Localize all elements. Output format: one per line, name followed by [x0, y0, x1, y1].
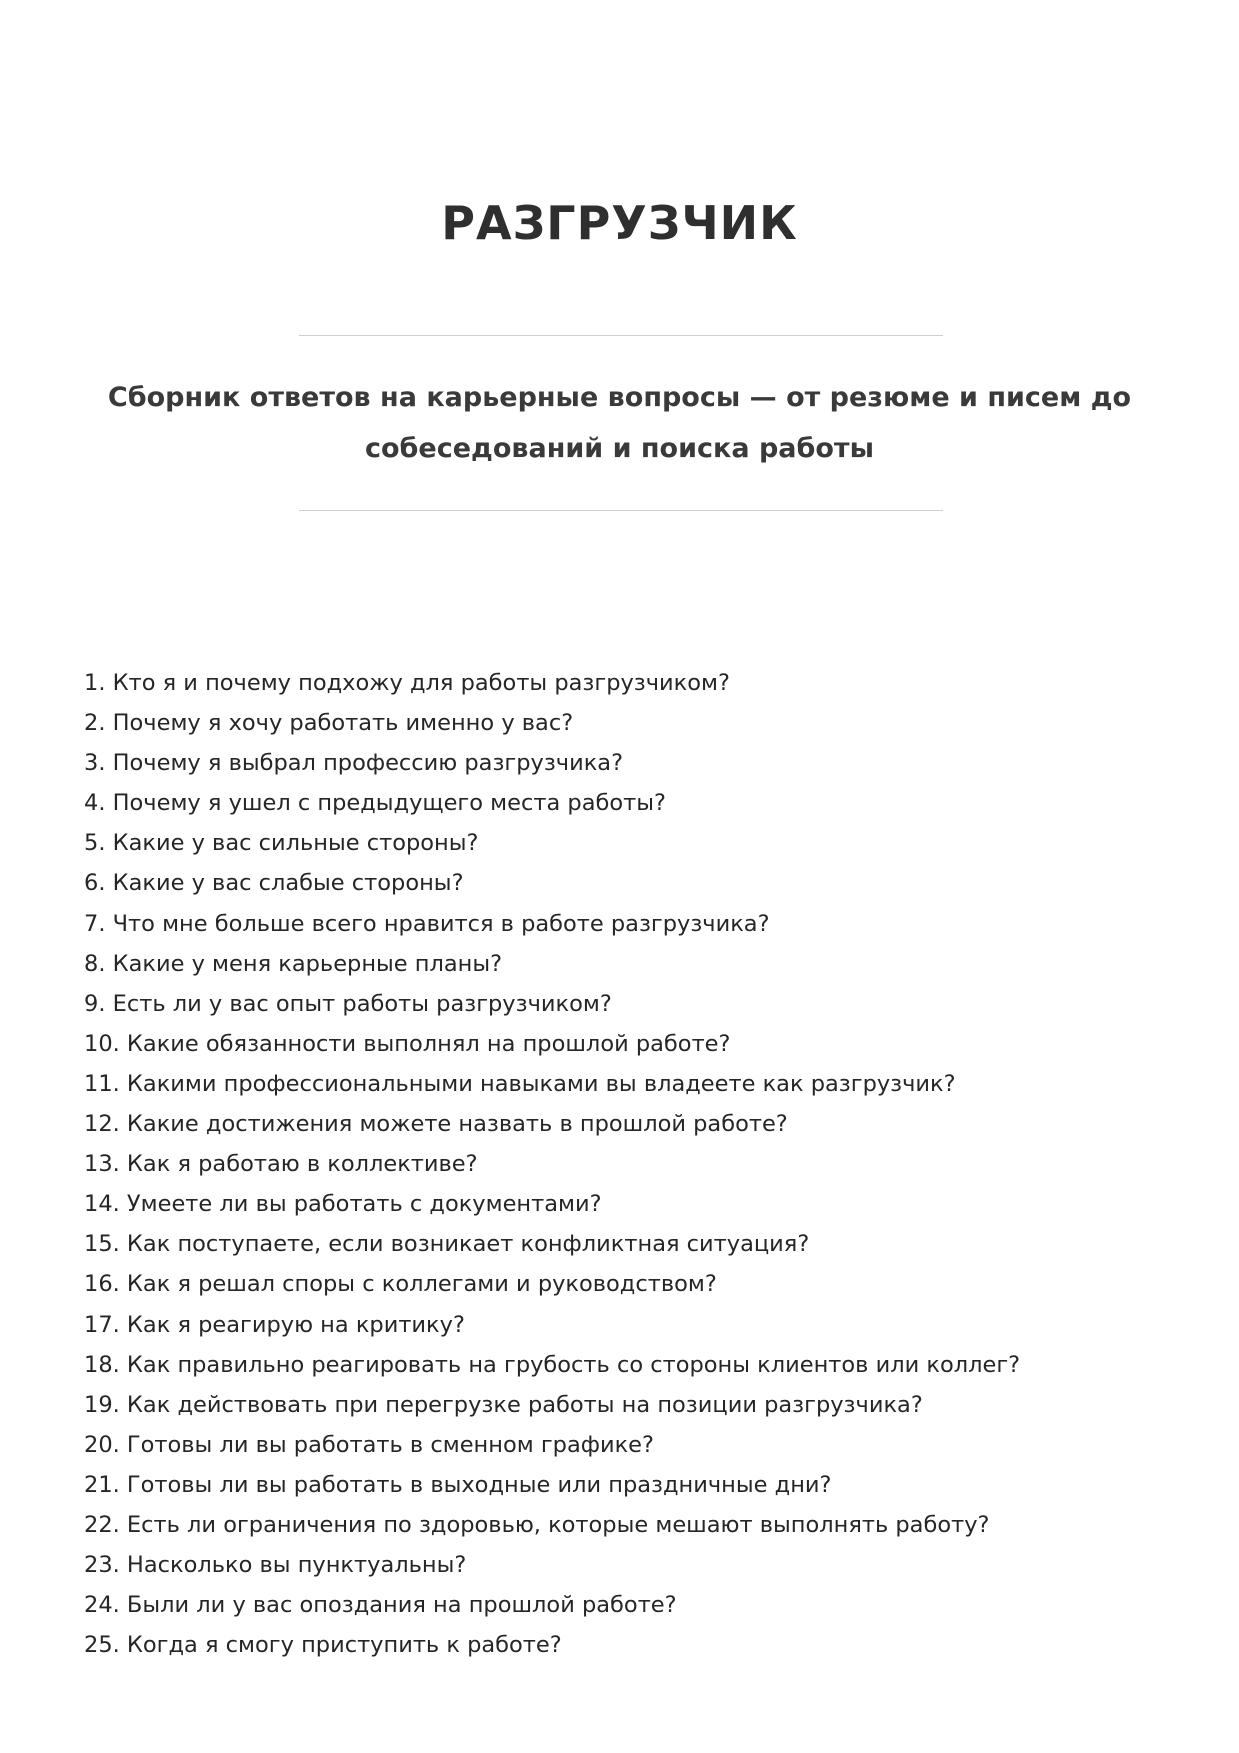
top-divider — [299, 335, 943, 336]
question-item: 3. Почему я выбрал профессию разгрузчика? — [84, 750, 624, 777]
question-item: 14. Умеете ли вы работать с документами? — [84, 1191, 602, 1218]
question-item: 5. Какие у вас сильные стороны? — [84, 830, 479, 857]
question-item: 4. Почему я ушел с предыдущего места работы? — [84, 790, 666, 817]
document-subtitle: Сборник ответов на карьерные вопросы — от резюме и писем до собеседований и поиска работы — [107, 382, 1132, 464]
question-item: 9. Есть ли у вас опыт работы разгрузчиком? — [84, 990, 612, 1017]
question-item: 1. Кто я и почему подхожу для работы разгрузчиком? — [84, 670, 730, 696]
question-item: 23. Насколько вы пунктуальны? — [84, 1552, 467, 1579]
question-list — [84, 663, 1164, 1665]
question-item: 16. Как я решал споры с коллегами и руководством? — [84, 1271, 717, 1298]
question-item: 24. Были ли у вас опоздания на прошлой работе? — [84, 1592, 677, 1619]
question-item: 15. Как поступаете, если возникает конфликтная ситуация? — [84, 1231, 810, 1258]
document-title: РАЗГРУЗЧИК — [441, 196, 798, 250]
question-item: 19. Как действовать при перегрузке работы на позиции разгрузчика? — [84, 1391, 923, 1418]
question-item: 10. Какие обязанности выполнял на прошлой работе? — [84, 1030, 731, 1057]
question-item: 2. Почему я хочу работать именно у вас? — [84, 710, 574, 737]
question-item: 13. Как я работаю в коллективе? — [84, 1151, 478, 1178]
question-item: 25. Когда я смогу приступить к работе? — [84, 1632, 562, 1659]
question-item: 8. Какие у меня карьерные планы? — [84, 950, 503, 977]
bottom-divider — [299, 510, 943, 511]
question-item: 7. Что мне больше всего нравится в работе разгрузчика? — [84, 910, 770, 937]
question-item: 22. Есть ли ограничения по здоровью, которые мешают выполнять работу? — [84, 1511, 990, 1538]
question-item: 21. Готовы ли вы работать в выходные или праздничные дни? — [84, 1471, 832, 1498]
question-item: 12. Какие достижения можете назвать в прошлой работе? — [84, 1111, 788, 1138]
question-item: 6. Какие у вас слабые стороны? — [84, 870, 464, 897]
question-item: 11. Какими профессиональными навыками вы владеете как разгрузчик? — [84, 1070, 956, 1097]
question-item: 18. Как правильно реагировать на грубость со стороны клиентов или коллег? — [84, 1351, 1021, 1378]
question-item: 17. Как я реагирую на критику? — [84, 1311, 465, 1338]
question-item: 20. Готовы ли вы работать в сменном графике? — [84, 1431, 654, 1458]
